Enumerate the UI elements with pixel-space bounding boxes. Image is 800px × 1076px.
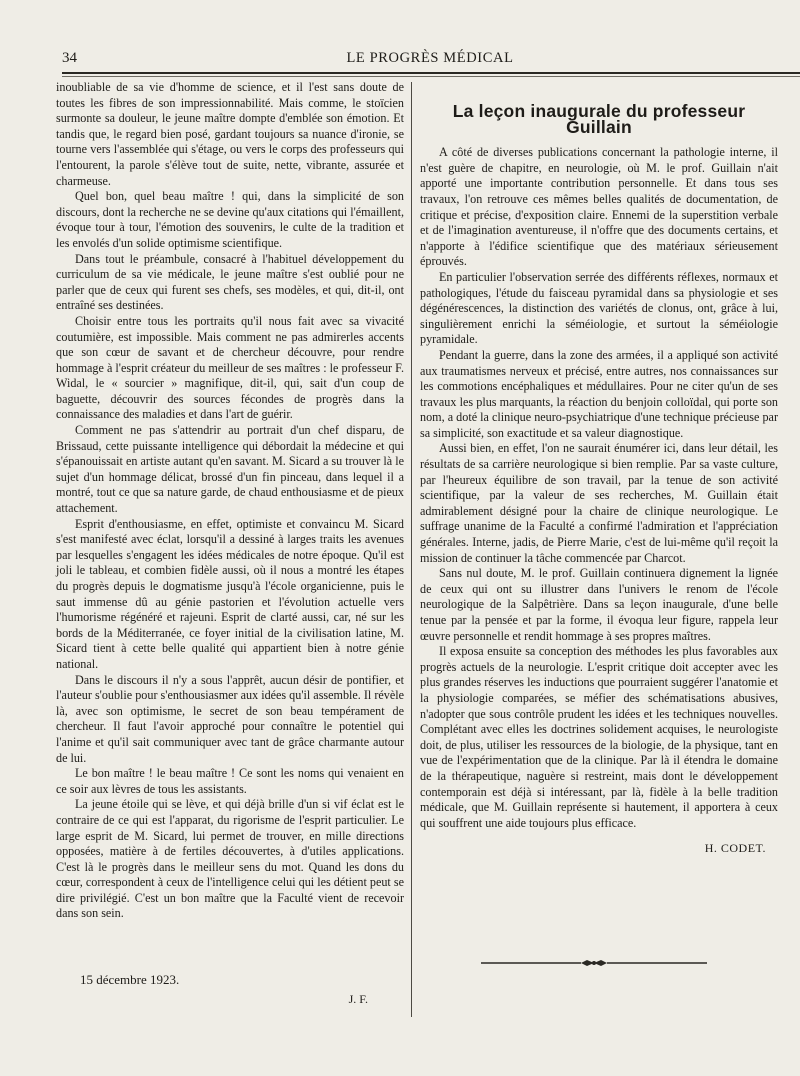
paragraph: Pendant la guerre, dans la zone des armées, il a appliqué son activité aux traumatismes nerveux et précisé, entre autres, nos connaissances sur les commotions encéphaliques et médullaires. Pour ne citer qu'un de ses travaux les plus marquants, la réaction du benjoin colloïdal, qui porte son nom, a doté la clinique neuro-psychiatrique d'une technique précieuse par sa simplicité, son exactitude et sa valeur diagnostique. <box>420 347 778 440</box>
paragraph: Dans tout le préambule, consacré à l'habituel développement du curriculum de sa vie médicale, le jeune maître s'est oublié pour ne parler que de ceux qui furent ses chefs, ses modèles, et qui, dit-il, ont entraîné ses destinées. <box>56 251 404 313</box>
paragraph: La jeune étoile qui se lève, et qui déjà brille d'un si vif éclat est le contraire de ce qui est l'apparat, du rigorisme de l'esprit particulier. Le large esprit de M. Sicard, lui permet de trouver, en mille directions opposées, matière à de fertiles découvertes, à d'utiles applications. C'est là le progrès dans le meilleur sens du mot. Quand les dons du cœur, correspondent à ceux de l'intelligence celui qui les détient peut se dire privilégié. C'est un bon maître que la Faculté vient de recevoir dans son sein. <box>56 797 404 921</box>
header-rule-thin <box>62 76 800 77</box>
page-header <box>62 50 798 72</box>
author-initials: J. F. <box>348 992 368 1006</box>
paragraph: Dans le discours il n'y a sous l'apprêt, aucun désir de pontifier, et l'auteur s'oublie pour s'enthousiasmer aux idées qu'il assemble. Il révèle là, avec son optimisme, le secret de son beau tempérament de chercheur. Il faut l'avoir approché pour connaître le potentiel qui l'anime et qu'il sait communiquer avec tant de grâce charmante autour de lui. <box>56 672 404 765</box>
paragraph: Esprit d'enthousiasme, en effet, optimiste et convaincu M. Sicard s'est manifesté avec éclat, lorsqu'il a dessiné à larges traits les avenues par lesquelles s'engagent les idées médicales de notre époque. Qu'il est joli le tableau, et combien fidèle aussi, où il nous a montré les étapes du progrès depuis le dogmatisme jusqu'à l'école organicienne, puis le saut immense dû au génie pastorien et l'évolution actuelle vers l'humorisme régénéré et rajeuni. Esprit de clarté aussi, car, né sur les bords de la Méditerranée, ce foyer initial de la civilisation latine, M. Sicard tient à cette belle qualité qui appartient bien à notre génie national. <box>56 516 404 671</box>
column-divider <box>411 82 412 1017</box>
article-date: 15 décembre 1923. <box>80 972 180 987</box>
paragraph: En particulier l'observation serrée des différents réflexes, normaux et pathologiques, l'étude du faisceau pyramidal dans sa physiologie et ses dégénérescences, la distinction des variétés de clonus, ont, grâce à lui, singulièrement enrichi la séméiologie, et surtout la séméiologie pyramidale. <box>420 269 778 347</box>
page-number: 34 <box>62 50 77 66</box>
running-title: LE PROGRÈS MÉDICAL <box>346 50 514 66</box>
paragraph: Choisir entre tous les portraits qu'il nous fait avec sa vivacité coutumière, est impossible. Mais comment ne pas admirerles accents que son cœur de savant et de chercheur découvre, pour rendre hommage à l'esprit créateur du meilleur de ses maîtres : le professeur F. Widal, le « sourcier » magnifique, dit-il, qui, sait d'un coup de baguette, découvrir des sources fécondes de progrès dans la connaissance des maladies et dans l'art de guérir. <box>56 313 404 422</box>
right-column <box>420 90 778 857</box>
paragraph: inoubliable de sa vie d'homme de science, et il l'est sans doute de toutes les fibres de son impressionnabilité. Mais comme, le stoïcien surmonte sa douleur, le jeune maître dompte d'emblée son émotion. Et tandis que, le regard bien posé, gardant toujours sa nuance d'ironie, se tourne vers l'assemblée qui s'étage, ou vers le corps des professeurs qui l'entourent, la parole s'élève tout de suite, nette, vibrante, assurée et charmeuse. <box>56 80 404 188</box>
left-column <box>56 80 404 922</box>
paragraph: Le bon maître ! le beau maître ! Ce sont les noms qui venaient en ce soir aux lèvres de tous les assistants. <box>56 766 404 796</box>
article-title: La leçon inaugurale du professeur Guillain <box>452 101 746 137</box>
paragraph: Il exposa ensuite sa conception des méthodes les plus favorables aux progrès actuels de la neurologie. L'esprit critique doit accepter avec les plus grandes réserves les inductions que pourraient suggérer l'anatomie et la physiologie comparées, se méfier des schématisations abusives, n'adopter que sous contrôle prudent les idées et les techniques nouvelles. Complétant avec elles les doctrines solidement acquises, le neurologiste doit, de plus, utiliser les ressources de la biologie, de la physique, tant en vue de l'expérimentation que de la clinique. Par là il étendra le domaine de la thérapeutique, naguère si restreint, mais dont le développement contemporain est déjà si intéressant, par là, fidèle à la belle tradition médicale, que M. Guillain représente si hautement, il apportera à ceux qui souffrent une aide toujours plus efficace. <box>420 644 778 830</box>
paragraph: A côté de diverses publications concernant la pathologie interne, il n'est guère de chapitre, en neurologie, où M. le prof. Guillain n'ait apporté une importante contribution personnelle. Et dans tous ses travaux, l'on retrouve ces mêmes belles qualités de documentation, de critique et précise, d'exposition claire. Ennemi de la superstition verbale et de l'imagination aventureuse, il n'offre que des documents certains, et n'apporte à l'édifice scientifique que des matériaux sérieusement éprouvés. <box>420 145 778 269</box>
paragraph: Comment ne pas s'attendrir au portrait d'un chef disparu, de Brissaud, cette puissante intelligence qui débordait la médecine et qui s'épanouissait en artiste autant qu'en savant. M. Sicard a su trouver là le sujet d'un hommage délicat, brossé d'un fin pinceau, dans lequel il a montré, tout ce que sa nature garde, de chaud enthousiasme et de pieux attachement. <box>56 423 404 516</box>
paragraph: Aussi bien, en effet, l'on ne saurait énumérer ici, dans leur détail, les résultats de sa carrière neurologique si bien remplie. Par sa vaste culture, par l'heureux équilibre de son travail, par la tenue de son activité scientifique, par la valeur de ses recherches, M. Guillain était admirablement désigné pour la chaire de clinique neurologique. Le suffrage unanime de la Faculté a confirmé l'admiration et l'appréciation générales. Interne, jadis, de Pierre Marie, c'est de lui-même qu'il reçoit la mission de continuer la tâche commencée par Charcot. <box>420 441 778 565</box>
paragraph: Sans nul doute, M. le prof. Guillain continuera dignement la lignée de ceux qui ont su illustrer dans l'univers le renom de l'école neurologique de la Salpêtrière. Dans sa leçon inaugurale, d'une belle tenue par la pensée et par la forme, il évoqua leur figure, rappela leur œuvre personnelle et rendit hommage à ses propres maîtres. <box>420 566 778 643</box>
ornamental-rule <box>481 956 707 970</box>
author-signature: H. CODET. <box>704 841 766 856</box>
paragraph: Quel bon, quel beau maître ! qui, dans la simplicité de son discours, dont la recherche ne se devine qu'aux citations qui l'émaillent, évoque tour à tour, l'émotion des souvenirs, le culte de la tradition et les envolés d'un solide optimisme scientifique. <box>56 189 404 250</box>
header-rule <box>62 72 800 74</box>
